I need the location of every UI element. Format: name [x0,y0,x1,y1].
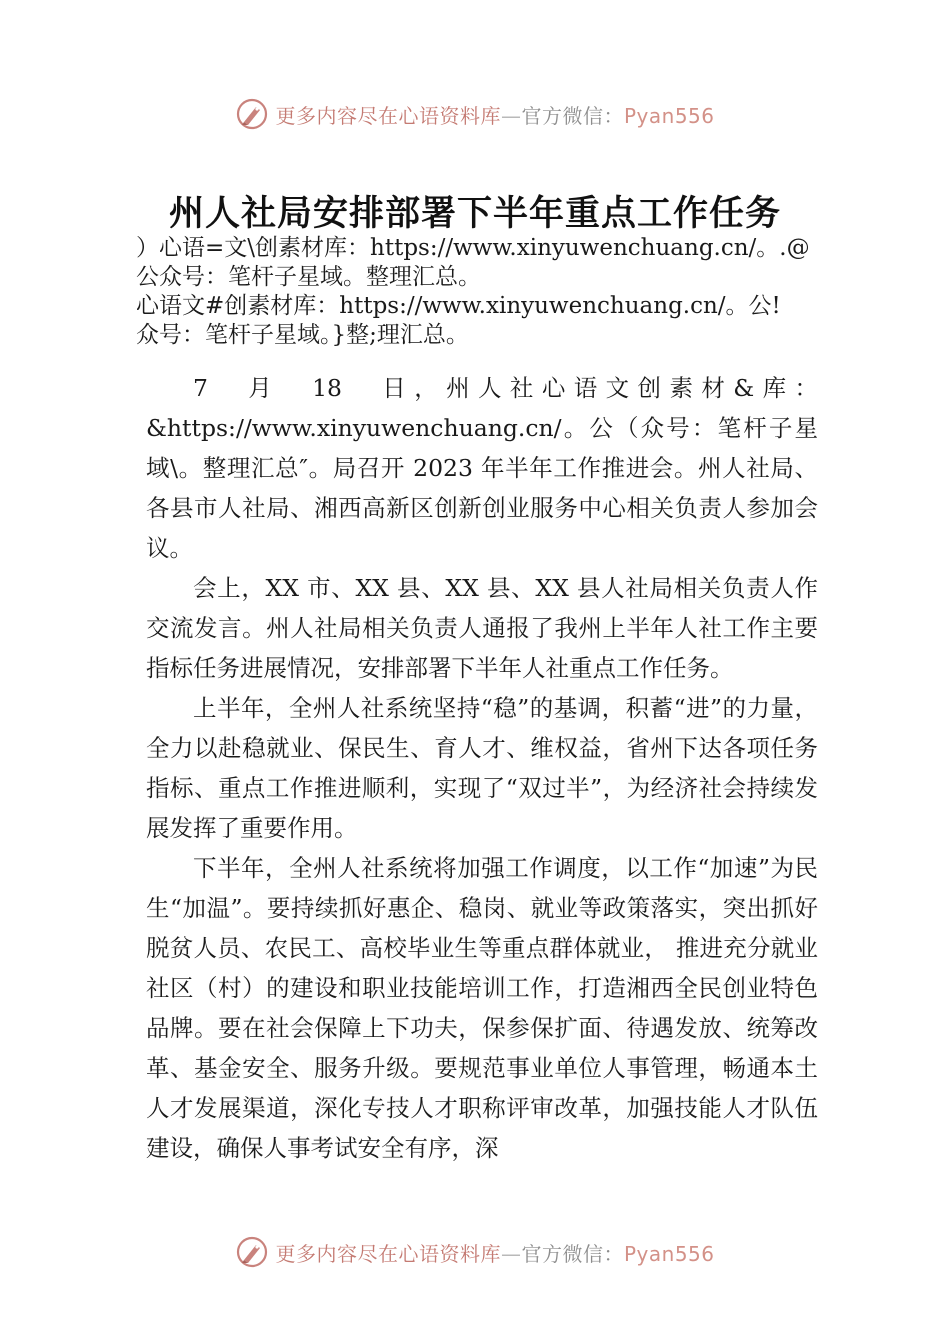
document-title: 州人社局安排部署下半年重点工作任务 [168,193,781,234]
watermark-id: Pyan556 [623,1241,715,1266]
pen-nib-logo-icon [235,1235,269,1269]
paragraph: 会上，XX 市、XX 县、XX 县、XX 县人社局相关负责人作交流发言。州人社局相关负责人通报了我州上半年人社工作主要指标任务进展情况，安排部署下半年人社重点工作任务。 [146,574,818,682]
paragraph: 7 月 18 日，州人社心语文创素材&库：&https://www.xinyuwenchuang.cn/。公（众号：笔杆子星域\。整理汇总″。局召开 2023 年半年工作推进会。州人社局、各县市人社局、湘西高新区创新创业服务中心相关负责人参加会议。 [146,374,818,562]
pen-nib-logo-icon [235,97,269,131]
watermark-id: Pyan556 [623,103,715,128]
watermark-footer [0,1232,950,1272]
watermark-text [275,100,714,129]
header-line: 心语文#创素材库：https://www.xinyuwenchuang.cn/。公! [136,293,781,319]
watermark-header [0,94,950,134]
document-body [146,368,818,1168]
watermark-dash: — [500,103,522,128]
header-line: 公众号：笔杆子星域。整理汇总。 [136,264,481,290]
header-line: ）心语=文\创素材库：https://www.xinyuwenchuang.cn/。.@ [136,235,810,261]
watermark-dash: — [500,1241,522,1266]
header-lines [136,234,836,350]
header-line: 众号：笔杆子星域。}整;理汇总。 [136,322,469,348]
watermark-official: 官方微信： [521,103,624,128]
watermark-official: 官方微信： [521,1241,624,1266]
paragraph: 下半年，全州人社系统将加强工作调度，以工作“加速”为民生“加温”。要持续抓好惠企、稳岗、就业等政策落实，突出抓好脱贫人员、农民工、高校毕业生等重点群体就业， 推进充分就业社区（村）的建设和职业技能培训工作，打造湘西全民创业特色品牌。要在社会保障上下功夫，保参保扩面、待遇发放、统筹改革、基金安全、服务升级。要规范事业单位人事管理，畅通本土人才发展渠道，深化专技人才职称评审改革，加强技能人才队伍建设，确保人事考试安全有序，深 [146,854,818,1162]
watermark-main: 更多内容尽在心语资料库 [275,103,501,128]
watermark-text [275,1238,714,1267]
paragraph: 上半年，全州人社系统坚持“稳”的基调，积蓄“进”的力量，全力以赴稳就业、保民生、育人才、维权益，省州下达各项任务指标、重点工作推进顺利，实现了“双过半”，为经济社会持续发展发挥了重要作用。 [146,694,818,842]
watermark-main: 更多内容尽在心语资料库 [275,1241,501,1266]
